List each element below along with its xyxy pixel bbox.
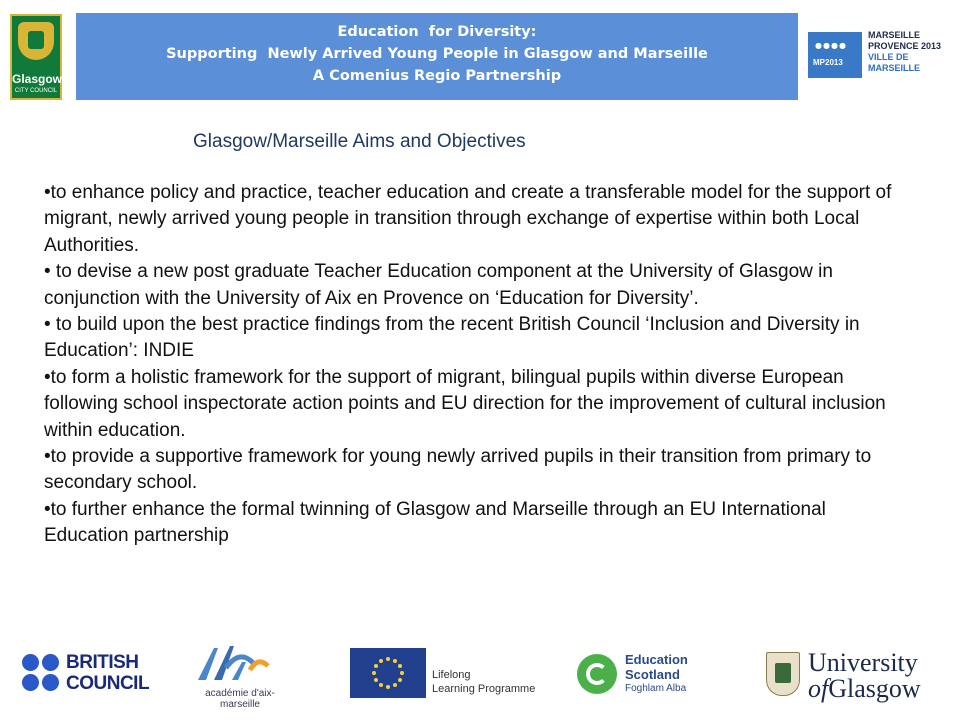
banner-line-2: Supporting Newly Arrived Young People in Glasgow and Marseille: [166, 46, 708, 62]
objective-item: •to enhance policy and practice, teacher education and create a transferable model for the support of migrant, newly arrived young people in transition through exchange of expertise within both Local Authorities.: [44, 182, 892, 256]
objectives-list: [44, 180, 912, 550]
education-scotland-logo: [577, 652, 697, 698]
eu-stars-icon: [350, 648, 426, 698]
university-of-glasgow-logo: [766, 650, 936, 706]
lll-line-1: Lifelong: [432, 669, 471, 681]
aix-swoosh-icon: [192, 642, 282, 684]
aix-text: académie d'aix-marseille: [205, 688, 275, 710]
bc-line-1: BRITISH: [66, 652, 139, 673]
lifelong-learning-text: [432, 668, 535, 696]
uog-line-1: University: [808, 648, 918, 677]
objective-item: • to build upon the best practice findings from the recent British Council ‘Inclusion and Diversity in Education’: INDIE: [44, 314, 860, 362]
es-line-3: Foghlam Alba: [625, 683, 687, 694]
mp-line-4: MARSEILLE: [868, 63, 921, 73]
slide-title: Glasgow/Marseille Aims and Objectives: [193, 131, 526, 152]
glasgow-logo-subtitle: CITY COUNCIL: [14, 88, 58, 94]
objective-item: •to further enhance the formal twinning of Glasgow and Marseille through an EU International Education partnership: [44, 498, 826, 547]
uog-of: of: [808, 674, 829, 703]
eu-flag-logo: [350, 648, 426, 698]
mp-dots-icon: ●●●●: [815, 41, 847, 50]
university-crest-icon: [766, 652, 800, 696]
objective-item: •to provide a supportive framework for young newly arrived pupils in their transition from primary to secondary school.: [44, 446, 872, 494]
glasgow-city-council-logo: [10, 14, 62, 100]
marseille-provence-logo: [808, 32, 862, 78]
glasgow-logo-name: Glasgow: [12, 72, 63, 86]
uog-line-2: [808, 676, 921, 702]
es-line-2: Scotland: [625, 667, 680, 682]
lll-line-2: Learning Programme: [432, 683, 536, 695]
banner-line-1: Education for Diversity:: [337, 24, 537, 40]
mp-line-1: MARSEILLE: [868, 30, 921, 40]
british-council-logo: [22, 652, 148, 696]
mp-line-3: VILLE DE: [868, 52, 909, 62]
objective-item: • to devise a new post graduate Teacher Education component at the University of Glasgow in conjunction with the University of Aix en Provence on ‘Education for Diversity’.: [44, 261, 833, 309]
uog-glasgow: Glasgow: [828, 674, 921, 703]
es-line-1: Education: [625, 652, 688, 667]
title-banner: [76, 13, 798, 100]
british-council-text: [66, 652, 149, 694]
education-scotland-mark-icon: [577, 654, 617, 694]
mp-line-2: PROVENCE 2013: [868, 41, 942, 51]
education-scotland-text: [625, 652, 688, 682]
university-text: [808, 650, 921, 702]
banner-line-3: A Comenius Regio Partnership: [312, 68, 562, 84]
marseille-provence-text: [868, 30, 941, 74]
bc-line-2: COUNCIL: [66, 673, 150, 694]
british-council-dots-icon: [22, 654, 62, 694]
objective-item: •to form a holistic framework for the support of migrant, bilingual pupils within diverse European following school inspectorate action points and EU direction for the improvement of cultural inclusion within education.: [44, 366, 886, 441]
academie-aix-marseille-logo: [188, 640, 292, 710]
glasgow-crest-icon: [18, 22, 54, 60]
mp-mark: MP2013: [813, 58, 843, 67]
